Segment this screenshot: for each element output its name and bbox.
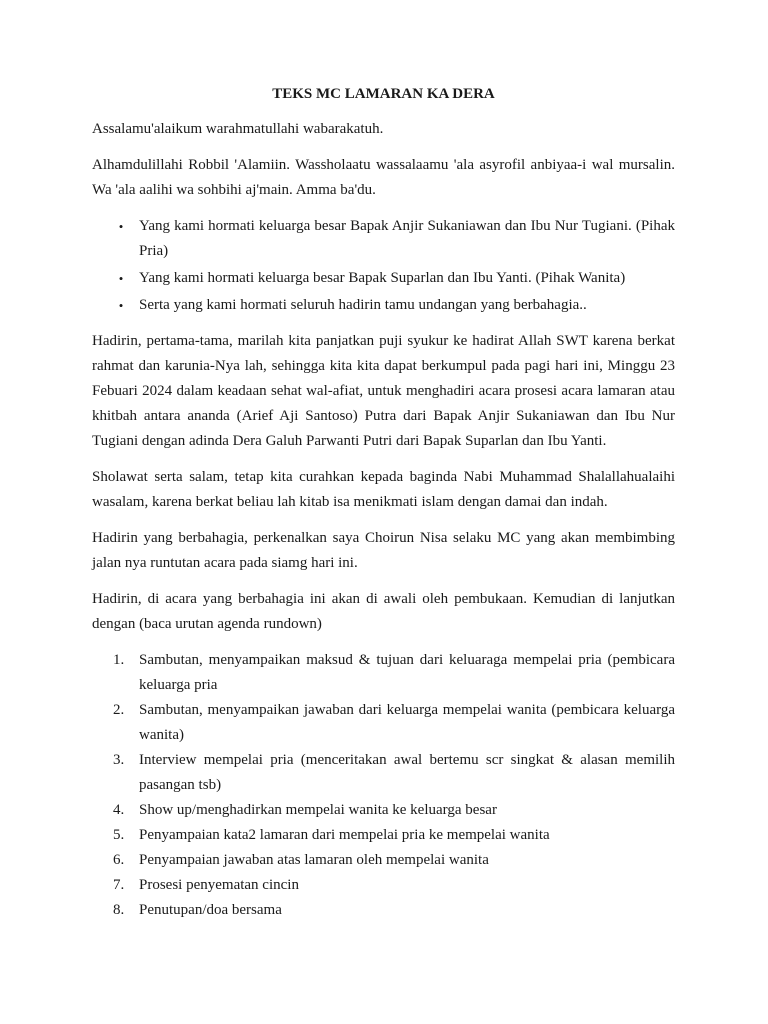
gratitude-paragraph: Hadirin, pertama-tama, marilah kita panjatkan puji syukur ke hadirat Allah SWT karena berkat rahmat dan karunia-Nya lah, sehingga kita kita dapat berkumpul pada pagi hari ini, Minggu 23 Febuari 2024 dalam keadaan sehat wal-afiat, untuk menghadiri acara prosesi acara lamaran atau khitbah antara ananda (Arief Aji Santoso) Putra dari Bapak Anjir Sukaniawan dan Ibu Nur Tugiani dengan adinda Dera Galuh Parwanti Putri dari Bapak Suparlan dan Ibu Yanti. (92, 333, 675, 449)
document-page (92, 82, 675, 923)
list-item (92, 214, 675, 264)
bullet-icon: • (118, 298, 124, 313)
list-item (92, 848, 675, 873)
sholawat-paragraph: Sholawat serta salam, tetap kita curahkan kepada baginda Nabi Muhammad Shalallahualaihi wasalam, karena berkat beliau lah kitab isa menikmati islam dengan damai dan indah. (92, 469, 675, 510)
list-item (92, 748, 675, 798)
list-item-text: Penutupan/doa bersama (139, 902, 282, 918)
list-item (92, 266, 675, 291)
list-item-number: 6. (113, 852, 125, 868)
list-item-number: 1. (113, 652, 125, 668)
list-item-number: 2. (113, 702, 125, 718)
document-title: TEKS MC LAMARAN KA DERA (272, 86, 495, 102)
list-item (92, 698, 675, 748)
list-item (92, 648, 675, 698)
list-item-number: 4. (113, 802, 125, 818)
list-item-text: Show up/menghadirkan mempelai wanita ke keluarga besar (139, 802, 497, 818)
honorifics-list (92, 214, 675, 318)
list-item-number: 3. (113, 752, 125, 768)
list-item-text: Interview mempelai pria (menceritakan awal bertemu scr singkat & alasan memilih pasangan tsb) (139, 752, 675, 793)
list-item-text: Yang kami hormati keluarga besar Bapak Suparlan dan Ibu Yanti. (Pihak Wanita) (139, 270, 626, 286)
list-item-text: Sambutan, menyampaikan maksud & tujuan dari keluaraga mempelai pria (pembicara keluarga pria (139, 652, 675, 693)
list-item-text: Penyampaian jawaban atas lamaran oleh mempelai wanita (139, 852, 489, 868)
list-item-text: Penyampaian kata2 lamaran dari mempelai pria ke mempelai wanita (139, 827, 550, 843)
greeting-paragraph: Assalamu'alaikum warahmatullahi wabarakatuh. (92, 121, 384, 137)
list-item (92, 798, 675, 823)
introduction-paragraph: Hadirin yang berbahagia, perkenalkan saya Choirun Nisa selaku MC yang akan membimbing jalan nya runtutan acara pada siamg hari ini. (92, 530, 675, 571)
list-item-text: Yang kami hormati keluarga besar Bapak Anjir Sukaniawan dan Ibu Nur Tugiani. (Pihak Pria) (139, 218, 675, 259)
bullet-icon: • (118, 271, 124, 286)
list-item-text: Prosesi penyematan cincin (139, 877, 299, 893)
list-item (92, 293, 675, 318)
list-item (92, 823, 675, 848)
opening-paragraph: Alhamdulillahi Robbil 'Alamiin. Wassholaatu wassalaamu 'ala asyrofil anbiyaa-i wal mursalin. Wa 'ala aalihi wa sohbihi aj'main. Amma ba'du. (92, 157, 675, 198)
list-item-number: 5. (113, 827, 125, 843)
bullet-icon: • (118, 219, 124, 234)
list-item (92, 898, 675, 923)
list-item-text: Serta yang kami hormati seluruh hadirin tamu undangan yang berbahagia.. (139, 297, 587, 313)
list-item (92, 873, 675, 898)
agenda-intro-paragraph: Hadirin, di acara yang berbahagia ini akan di awali oleh pembukaan. Kemudian di lanjutkan dengan (baca urutan agenda rundown) (92, 591, 675, 632)
list-item-text: Sambutan, menyampaikan jawaban dari keluarga mempelai wanita (pembicara keluarga wanita) (139, 702, 675, 743)
list-item-number: 7. (113, 877, 125, 893)
list-item-number: 8. (113, 902, 125, 918)
agenda-list (92, 648, 675, 923)
